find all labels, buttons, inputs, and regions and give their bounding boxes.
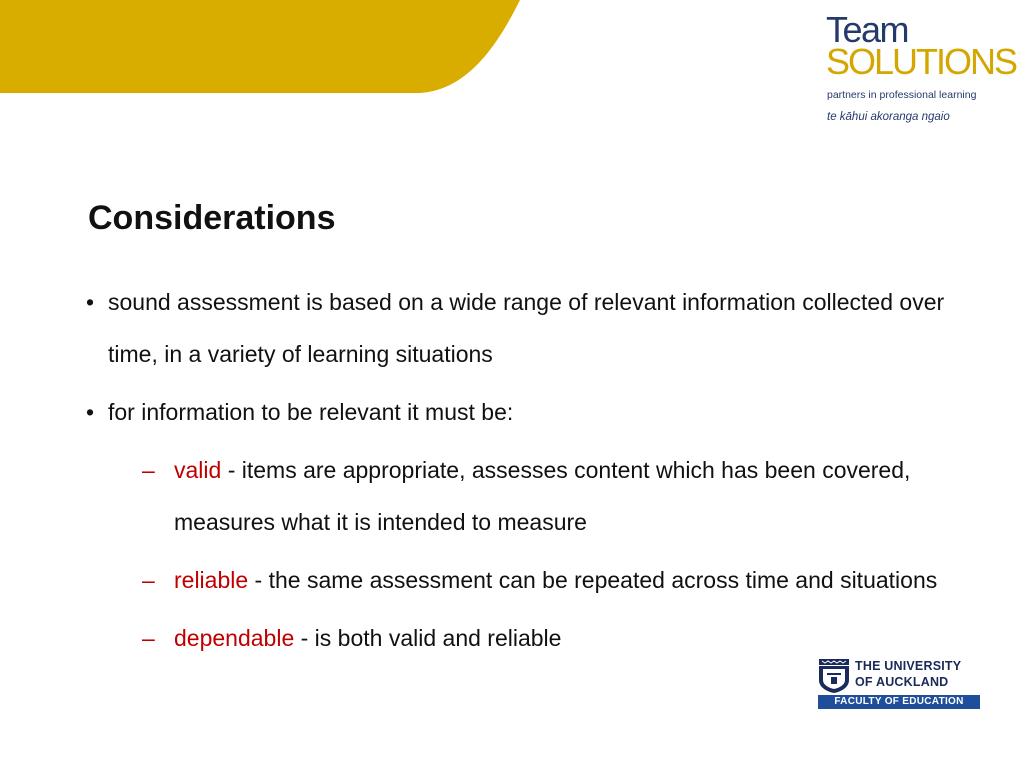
bullet-item [86,386,966,438]
bullet-item [86,276,966,380]
logo-maori-tagline: te kāhui akoranga ngaio [827,111,950,123]
logo-team-text: Team [826,9,909,50]
logo-solutions-text: SOLUTIONS [826,41,1017,82]
bullet-text: for information to be relevant it must be: [108,399,514,425]
university-name-line1: THE UNIVERSITY [855,659,962,673]
dash-marker: – [142,567,155,593]
bullet-marker: • [86,289,95,315]
sub-bullet-item [86,554,966,606]
term-dependable: dependable [174,625,295,651]
term-reliable: reliable [174,567,249,593]
page-title: Considerations [88,199,336,237]
dash-marker: – [142,457,155,483]
sub-bullet-text: - items are appropriate, assesses content which has been covered, measures what it is intended to measure [174,457,911,535]
sub-bullet-item [86,612,966,664]
bullet-list [86,276,966,670]
university-of-auckland-logo [818,658,982,710]
term-valid: valid [174,457,222,483]
bullet-text: sound assessment is based on a wide range of relevant information collected over time, in a variety of learning situations [108,289,945,367]
sub-bullet-text: - is both valid and reliable [294,625,562,651]
bullet-marker: • [86,399,95,425]
team-solutions-logo [826,9,1017,123]
corner-accent-shape [0,0,540,95]
sub-bullet-item [86,444,966,548]
dash-marker: – [142,625,155,651]
university-name-line2: OF AUCKLAND [855,675,949,689]
sub-bullet-text: - the same assessment can be repeated across time and situations [248,567,938,593]
university-crest-icon [818,658,850,694]
logo-tagline: partners in professional learning [827,89,977,101]
faculty-banner: FACULTY OF EDUCATION [818,695,980,709]
